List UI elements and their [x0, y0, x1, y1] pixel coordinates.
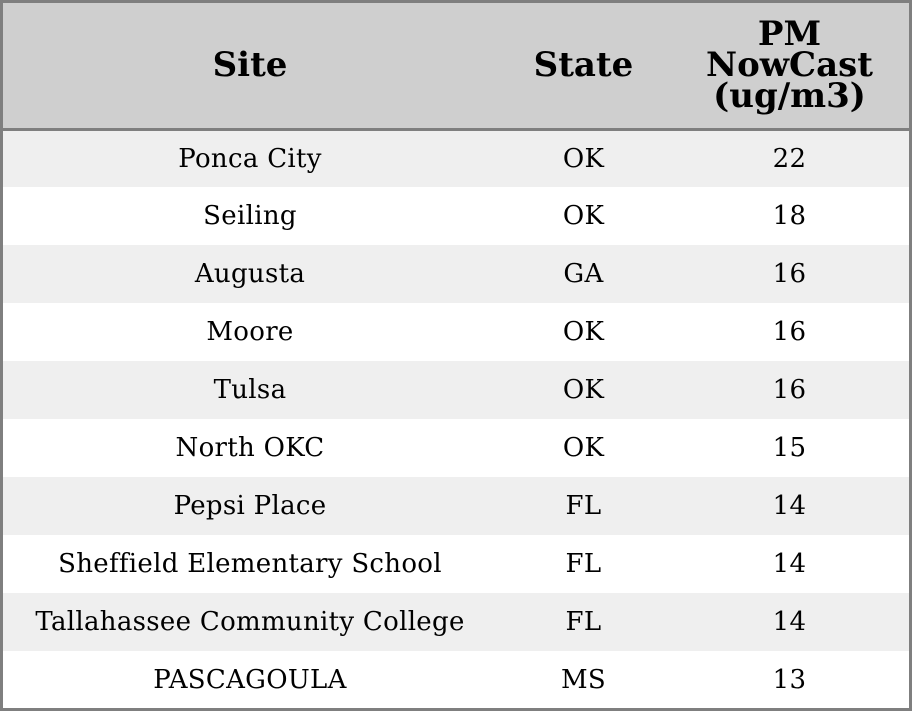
cell-pm-value: 22	[772, 143, 807, 174]
cell-pm-value: 13	[772, 665, 807, 695]
header-pm-nowcast-line1: PM	[757, 13, 822, 54]
table-row	[3, 187, 909, 245]
table-row	[3, 245, 909, 303]
cell-state: MS	[560, 665, 607, 695]
table-row	[3, 593, 909, 651]
cell-site: Pepsi Place	[173, 491, 327, 521]
header-pm-nowcast-line2: NowCast	[706, 44, 873, 85]
header-state: State	[497, 3, 670, 129]
table-body	[3, 129, 909, 709]
cell-pm-value: 18	[772, 201, 807, 231]
cell-pm-value: 14	[772, 491, 807, 521]
cell-site: Augusta	[194, 259, 306, 289]
cell-state: FL	[565, 549, 602, 579]
header-row	[3, 3, 909, 129]
cell-state: GA	[563, 259, 604, 289]
cell-site: Tallahassee Community College	[35, 607, 465, 637]
cell-site: Seiling	[203, 201, 297, 231]
table-row	[3, 129, 909, 187]
cell-state: OK	[562, 317, 605, 347]
cell-site: Tulsa	[213, 375, 287, 405]
cell-site: Ponca City	[178, 143, 322, 174]
cell-pm-value: 16	[772, 317, 807, 347]
cell-pm-value: 15	[772, 433, 807, 463]
cell-site: North OKC	[175, 433, 325, 463]
cell-site: Sheffield Elementary School	[58, 549, 442, 579]
cell-pm-value: 14	[772, 549, 807, 579]
table-row	[3, 303, 909, 361]
table-header	[3, 3, 909, 129]
header-pm-nowcast-line3: (ug/m3)	[713, 75, 866, 116]
pm-nowcast-table	[3, 3, 909, 709]
cell-site: Moore	[206, 317, 294, 347]
table-row	[3, 419, 909, 477]
cell-site: PASCAGOULA	[153, 665, 347, 695]
cell-state: OK	[562, 201, 605, 231]
cell-state: FL	[565, 491, 602, 521]
table-row	[3, 477, 909, 535]
cell-state: OK	[562, 143, 605, 174]
cell-state: OK	[562, 375, 605, 405]
cell-pm-value: 16	[772, 259, 807, 289]
cell-pm-value: 14	[772, 607, 807, 637]
table-row	[3, 361, 909, 419]
table-row	[3, 651, 909, 709]
cell-state: OK	[562, 433, 605, 463]
cell-pm-value: 16	[772, 375, 807, 405]
cell-state: FL	[565, 607, 602, 637]
header-site: Site	[3, 3, 497, 129]
table-row	[3, 535, 909, 593]
header-pm-nowcast	[670, 3, 909, 129]
